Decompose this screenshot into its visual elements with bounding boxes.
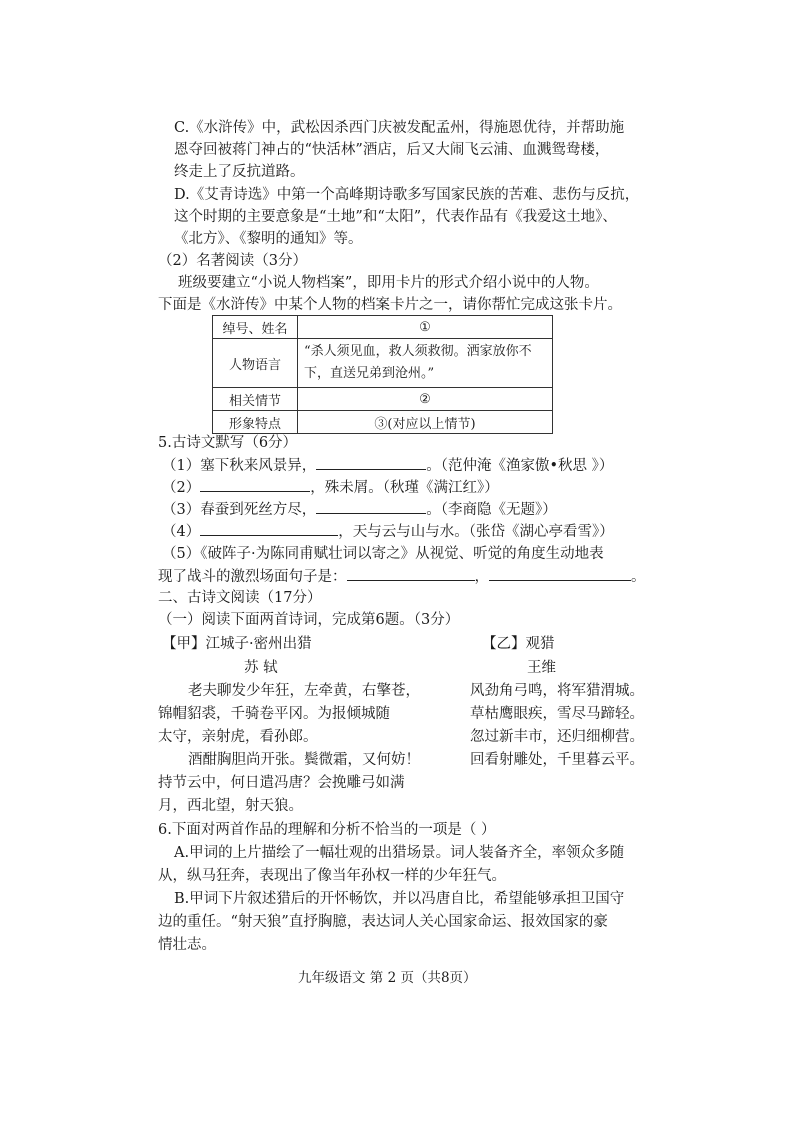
q5-item-5-line-1: （5）《破阵子·为陈同甫赋壮词以寄之》从视觉、听觉的角度生动地表 (162, 546, 604, 562)
table-row (213, 411, 553, 434)
card-blank-3: ③(对应以上情节) (298, 411, 553, 434)
character-card-table (212, 315, 553, 434)
table-row (213, 388, 553, 411)
page-footer: 九年级语文 第 2 页（共8页） (298, 970, 477, 986)
card-blank-1: ① (298, 316, 553, 339)
poem-a-line-6: 月，西北望，射天狼。 (158, 798, 303, 814)
option-d-line-3: 《北方》、《黎明的通知》等。 (174, 231, 363, 247)
section-2-title: 二、古诗文阅读（17分） (158, 590, 322, 606)
answer-blank[interactable] (200, 521, 338, 536)
q5-item-5-prompt: 现了战斗的激烈场面句子是： (158, 569, 347, 585)
poem-a-line-3: 太守，亲射虎，看孙郎。 (158, 729, 318, 745)
poem-a-author: 苏 轼 (244, 660, 278, 676)
poem-a-line-2: 锦帽貂裘，千骑卷平冈。为报倾城随 (158, 706, 390, 722)
card-blank-2: ② (298, 388, 553, 411)
q5-item-5-period: 。 (631, 569, 646, 585)
q5-item-2-num: （2） (162, 480, 201, 496)
card-speech-line-1: “杀人须见血，救人须救彻。洒家放你不 (304, 344, 532, 359)
q5-item-3-source: 。（李商隐《无题》） (426, 502, 557, 518)
poem-a-line-5: 持节云中，何日遣冯唐？会挽雕弓如满 (158, 775, 405, 791)
q4-2-intro-line-2: 下面是《水浒传》中某个人物的档案卡片之一，请你帮忙完成这张卡片。 (158, 297, 622, 313)
card-key-plot: 相关情节 (213, 388, 298, 411)
table-row (213, 339, 553, 388)
q5-item-1-source: 。（范仲淹《渔家傲•秋思 》） (426, 458, 614, 474)
poem-b-line-3: 忽过新丰市，还归细柳营。 (470, 729, 644, 745)
q5-item-3 (162, 499, 557, 520)
card-speech-value (298, 339, 553, 388)
q5-title: 5.古诗文默写（6分） (158, 435, 298, 451)
option-c-line-3: 终走上了反抗道路。 (174, 164, 305, 180)
q5-item-2 (162, 477, 499, 498)
table-row (213, 316, 553, 339)
card-key-traits: 形象特点 (213, 411, 298, 434)
poem-a-line-1: 老夫聊发少年狂，左牵黄，右擎苍， (188, 683, 420, 699)
q5-item-4-num: （4） (162, 524, 201, 540)
poem-b-author: 王维 (527, 660, 556, 676)
poem-b-line-4: 回看射雕处，千里暮云平。 (470, 752, 644, 768)
q5-item-2-text: ，殊未屑。（秋瑾《满江红》） (310, 480, 499, 496)
q6-option-b-line-2: 边的重任。“射天狼”直抒胸臆，表达词人关心国家命运、报效国家的豪 (158, 914, 608, 930)
poem-a-line-4: 酒酣胸胆尚开张。鬓微霜，又何妨！ (188, 752, 420, 768)
q6-option-b-line-3: 情壮志。 (158, 937, 216, 953)
q5-item-5-line-2 (158, 566, 646, 587)
card-speech-line-2: 下，直送兄弟到沧州。” (304, 366, 435, 381)
q5-item-4-text: ，天与云与山与水。（张岱《湖心亭看雪》） (338, 524, 614, 540)
answer-blank[interactable] (200, 477, 310, 492)
q6-stem: 6.下面对两首作品的理解和分析不恰当的一项是（ ） (158, 822, 496, 838)
q5-item-1 (162, 455, 613, 476)
q5-item-1-text: （1）塞下秋来风景异， (162, 458, 317, 474)
answer-blank[interactable] (316, 455, 426, 470)
answer-blank[interactable] (347, 566, 475, 581)
q5-item-5-comma: ， (474, 569, 489, 585)
q6-option-a-line-1: A.甲词的上片描绘了一幅壮观的出猎场景。词人装备齐全，率领众多随 (174, 845, 625, 861)
answer-blank[interactable] (489, 566, 631, 581)
option-d-line-1: D.《艾青诗选》中第一个高峰期诗歌多写国家民族的苦难、悲伤与反抗， (174, 187, 640, 203)
option-c-line-2: 恩夺回被蒋门神占的“快活林”酒店，后又大闹飞云浦、血溅鸳鸯楼， (174, 142, 610, 158)
option-d-line-2: 这个时期的主要意象是“土地”和“太阳”，代表作品有《我爱这土地》、 (174, 209, 617, 225)
poem-b-line-1: 风劲角弓鸣，将军猎渭城。 (470, 683, 644, 699)
card-key-name: 绰号、姓名 (213, 316, 298, 339)
poem-b-title: 【乙】观猎 (482, 636, 555, 652)
poem-b-line-2: 草枯鹰眼疾，雪尽马蹄轻。 (470, 706, 644, 722)
card-key-speech: 人物语言 (213, 339, 298, 388)
section-2-sub-1: （一）阅读下面两首诗词，完成第6题。（3分） (158, 612, 460, 628)
option-c-line-1: C.《水浒传》中，武松因杀西门庆被发配孟州，得施恩优待，并帮助施 (174, 120, 625, 136)
q6-option-b-line-1: B.甲词下片叙述猎后的开怀畅饮，并以冯唐自比，希望能够承担卫国守 (174, 891, 625, 907)
q6-option-a-line-2: 从，纵马狂奔，表现出了像当年孙权一样的少年狂气。 (158, 868, 506, 884)
q4-2-title: （2）名著阅读（3分） (158, 253, 307, 269)
q5-item-3-text: （3）春蚕到死丝方尽， (162, 502, 317, 518)
q5-item-4 (162, 521, 614, 542)
answer-blank[interactable] (316, 499, 426, 514)
q4-2-intro-line-1: 班级要建立“小说人物档案”，即用卡片的形式介绍小说中的人物。 (178, 275, 599, 291)
poem-a-title: 【甲】江城子·密州出猎 (162, 636, 312, 652)
